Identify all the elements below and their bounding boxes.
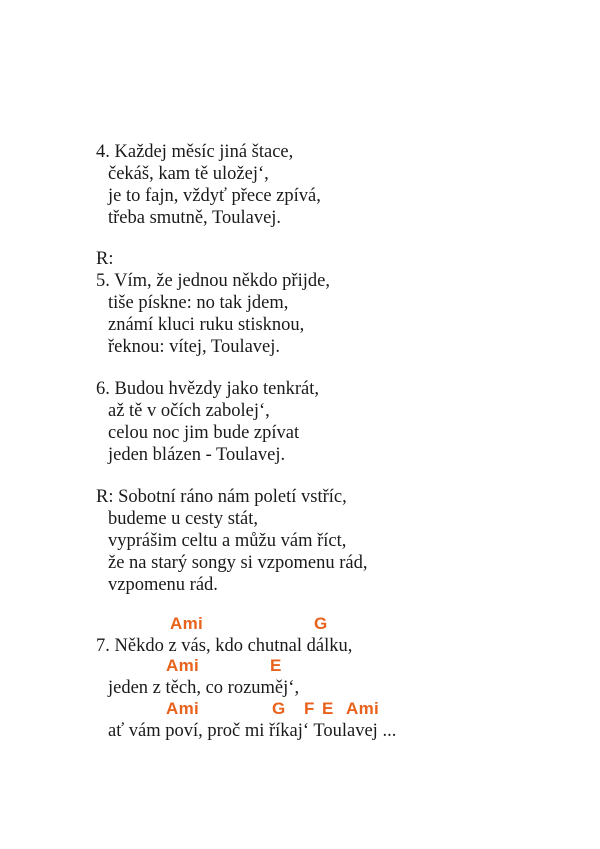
verse-4-line-3: je to fajn, vždyť přece zpívá,	[108, 186, 321, 206]
refrain-line-3: vyprášim celtu a můžu vám říct,	[108, 531, 347, 551]
refrain-line-2: budeme u cesty stát,	[108, 509, 259, 529]
verse-4-line-1: 4. Každej měsíc jiná štace,	[96, 142, 294, 162]
verse-5-line-1: 5. Vím, že jednou někdo přijde,	[96, 271, 330, 291]
verse-6-line-2: až tě v očích zabolej‘,	[108, 401, 270, 421]
verse-6-line-3: celou noc jim bude zpívat	[108, 423, 300, 443]
chord-e: E	[270, 656, 282, 675]
verse-5-line-4: řeknou: vítej, Toulavej.	[108, 337, 281, 357]
refrain-line-4: že na starý songy si vzpomenu rád,	[108, 553, 368, 573]
chord-ami: Ami	[170, 614, 204, 633]
verse-6-line-1: 6. Budou hvězdy jako tenkrát,	[96, 379, 319, 399]
chord-ami: Ami	[166, 656, 200, 675]
refrain-marker: R:	[96, 249, 114, 269]
verse-5-line-3: známí kluci ruku stisknou,	[108, 315, 305, 335]
verse-5-line-2: tiše pískne: no tak jdem,	[108, 293, 289, 313]
chord-e: E	[322, 699, 334, 718]
verse-7-line-3: ať vám poví, proč mi říkaj‘ Toulavej ...	[108, 721, 397, 741]
verse-4-line-4: třeba smutně, Toulavej.	[108, 208, 282, 228]
chord-ami: Ami	[346, 699, 380, 718]
verse-7-line-1: 7. Někdo z vás, kdo chutnal dálku,	[96, 636, 353, 656]
verse-6-line-4: jeden blázen - Toulavej.	[108, 445, 286, 465]
verse-7-line-2: jeden z těch, co rozuměj‘,	[108, 678, 300, 698]
chord-ami: Ami	[166, 699, 200, 718]
chord-g: G	[314, 614, 328, 633]
refrain-line-1: R: Sobotní ráno nám poletí vstříc,	[96, 487, 347, 507]
refrain-line-5: vzpomenu rád.	[108, 575, 218, 595]
chord-g: G	[272, 699, 286, 718]
verse-4-line-2: čekáš, kam tě uložej‘,	[108, 164, 269, 184]
chord-f: F	[304, 699, 315, 718]
